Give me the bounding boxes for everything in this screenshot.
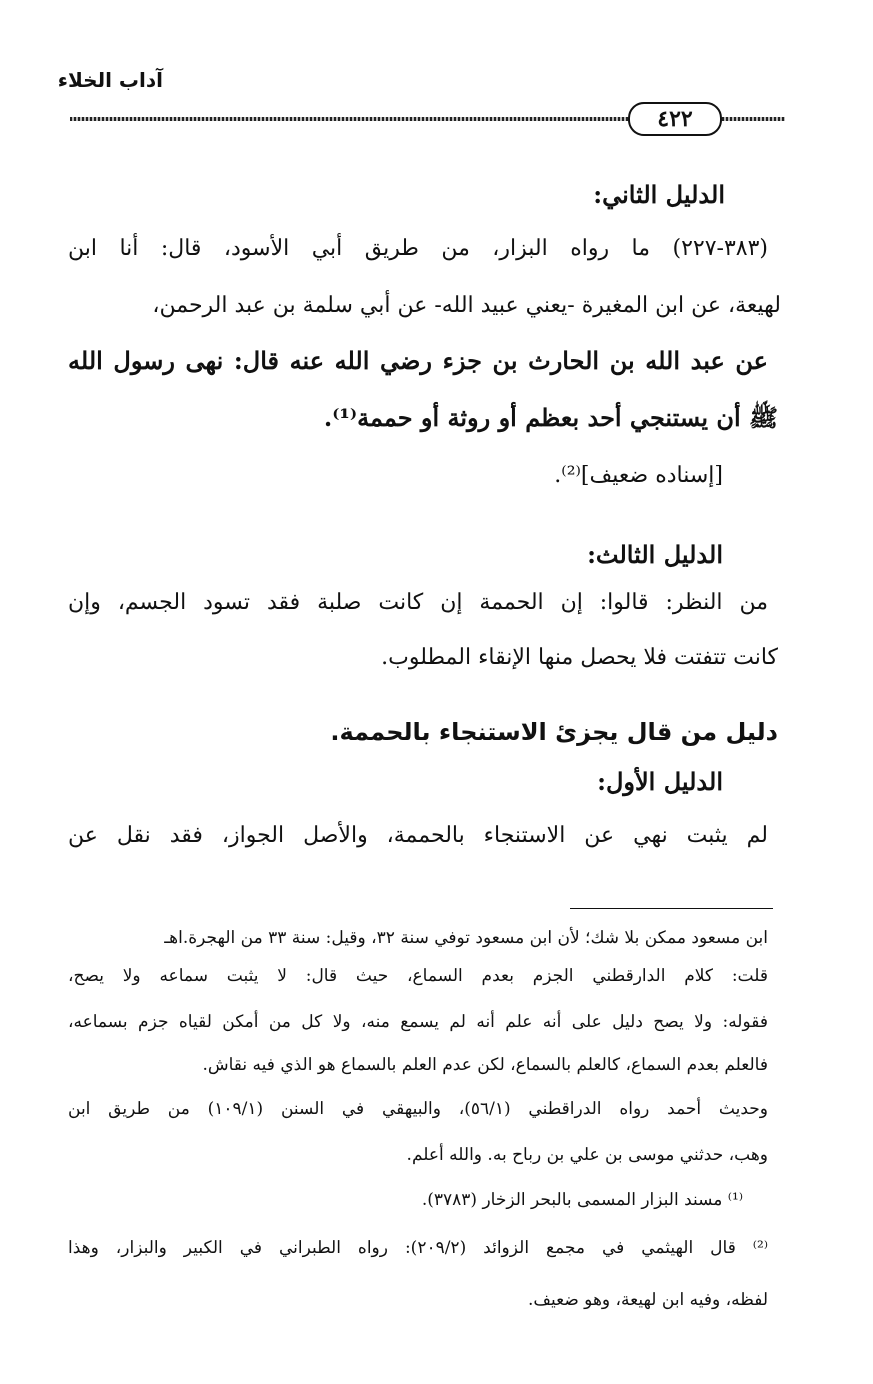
hadith-text-line: ﷺ أن يستنجي أحد بعظم أو روثة أو حممة⁽¹⁾. [323, 403, 778, 432]
hadith-text-line: عن عبد الله بن الحارث بن جزء رضي الله عنه قال: نهى رسول الله [68, 346, 768, 375]
paragraph-line: من النظر: قالوا: إن الحممة إن كانت صلبة فقد تسود الجسم، وإن [68, 590, 768, 615]
footnote-line: وحديث أحمد رواه الدراقطني (٥٦/١)، والبيهقي في السنن (١٠٩/١) من طريق ابن [68, 1099, 768, 1119]
paragraph-line: كانت تتفتت فلا يحصل منها الإنقاء المطلوب. [381, 645, 778, 670]
footnote-1: ⁽¹⁾ مسند البزار المسمى بالبحر الزخار (٣٧٨٣). [421, 1190, 743, 1210]
footnote-line: قلت: كلام الدارقطني الجزم بعدم السماع، حيث قال: لا يثبت سماعه ولا يصح، [68, 966, 768, 986]
running-header-title: آداب الخلاء [57, 68, 163, 92]
heading-second-evidence: الدليل الثاني: [593, 180, 725, 209]
footnote-line: وهب، حدثني موسى بن علي بن رباح به. والله أعلم. [406, 1145, 768, 1165]
footnote-line: فالعلم بعدم السماع، كالعلم بالسماع، لكن عدم العلم بالسماع هو الذي فيه نقاش. [202, 1055, 768, 1075]
paragraph-line: لم يثبت نهي عن الاستنجاء بالحممة، والأصل الجواز، فقد نقل عن [68, 823, 768, 848]
isnad-grading: [إسناده ضعيف]⁽²⁾. [554, 463, 723, 488]
footnote-line: ابن مسعود ممكن بلا شك؛ لأن ابن مسعود توفي سنة ٣٢، وقيل: سنة ٣٣ من الهجرة.اهـ [164, 928, 768, 948]
footnote-line: فقوله: ولا يصح دليل على أنه علم أنه لم يسمع منه، ولا كل من أمكن لقياه جزم بسماعه، [68, 1012, 768, 1032]
heading-first-evidence: الدليل الأول: [597, 767, 723, 796]
footnote-2-continued: لفظه، وفيه ابن لهيعة، وهو ضعيف. [528, 1290, 768, 1310]
page-number: ٤٢٢ [628, 102, 722, 136]
heading-third-evidence: الدليل الثالث: [587, 540, 723, 569]
footnote-2: ⁽²⁾ قال الهيثمي في مجمع الزوائد (٢٠٩/٢): رواه الطبراني في الكبير والبزار، وهذا [68, 1238, 768, 1258]
footnote-separator [570, 908, 773, 909]
paragraph-line: لهيعة، عن ابن المغيرة -يعني عبيد الله- عن أبي سلمة بن عبد الرحمن، [152, 293, 781, 318]
section-heading: دليل من قال يجزئ الاستنجاء بالحممة. [330, 718, 778, 746]
paragraph-line: (٣٨٣-٢٢٧) ما رواه البزار، من طريق أبي الأسود، قال: أنا ابن [68, 236, 768, 261]
